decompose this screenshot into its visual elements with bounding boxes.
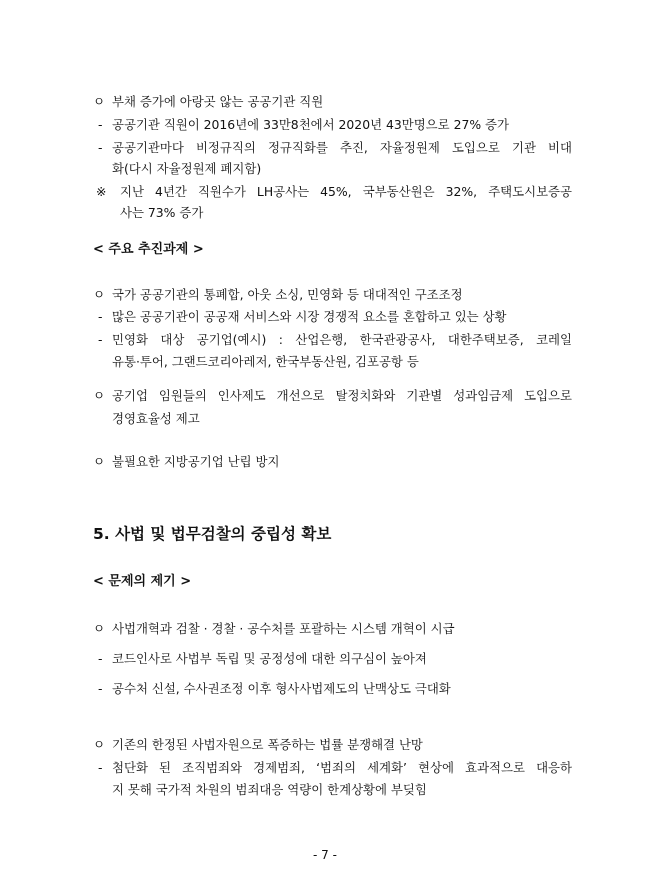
dash-item [0, 756, 650, 780]
section-heading [0, 238, 650, 262]
dash-text: 공수처 신설, 수사권조정 이후 형사사법제도의 난맥상도 극대화 [112, 681, 451, 696]
dash-text-continued: 지 못해 국가적 차원의 범죄대응 역량이 한계상황에 부딪힘 [112, 782, 427, 797]
dash-text: 민영화 대상 공기업(예시) : 산업은행, 한국관광공사, 대한주택보증, 코레일 [112, 332, 572, 347]
bullet-text: 부채 증가에 아랑곳 않는 공공기관 직원 [112, 94, 324, 109]
bullet-circle: ㅇ [93, 94, 105, 109]
dash-text: 코드인사로 사법부 독립 및 공정성에 대한 의구심이 높아져 [112, 651, 427, 666]
bullet-text-continued: 경영효율성 제고 [112, 411, 200, 426]
dash-item [0, 113, 650, 137]
bullet-item-continuation [0, 407, 650, 431]
chapter-title: 5. 사법 및 법무검찰의 중립성 확보 [93, 525, 332, 543]
dash-item-continuation [0, 157, 650, 181]
dash-item [0, 305, 650, 329]
note-item-continuation [0, 201, 650, 225]
tasks-heading: < 주요 추진과제 > [93, 242, 204, 257]
bullet-item [0, 733, 650, 757]
dash-item [0, 647, 650, 671]
bullet-circle: ㅇ [93, 388, 105, 403]
dash-text-continued: 유통·투어, 그랜드코리아레저, 한국부동산원, 김포공항 등 [112, 354, 419, 369]
bullet-circle: ㅇ [93, 737, 105, 752]
bullet-text: 사법개혁과 검찰 · 경찰 · 공수처를 포괄하는 시스템 개혁이 시급 [112, 621, 455, 636]
bullet-item [0, 384, 650, 408]
note-text-continued: 사는 73% 증가 [120, 205, 204, 220]
dash-item [0, 328, 650, 352]
bullet-dash: - [98, 681, 103, 696]
dash-text: 많은 공공기관이 공공재 서비스와 시장 경쟁적 요소를 혼합하고 있는 상황 [112, 309, 507, 324]
dash-item-continuation [0, 350, 650, 374]
bullet-dash: - [98, 140, 103, 155]
chapter-title-row [0, 520, 650, 548]
note-text: 지난 4년간 직원수가 LH공사는 45%, 국부동산원은 32%, 주택도시보증공 [120, 184, 572, 199]
bullet-text: 국가 공공기관의 통폐합, 아웃 소싱, 민영화 등 대대적인 구조조정 [112, 287, 463, 302]
dash-text: 공공기관마다 비정규직의 정규직화를 추진, 자율정원제 도입으로 기관 비대 [112, 140, 572, 155]
bullet-text: 불필요한 지방공기업 난립 방지 [112, 454, 280, 469]
bullet-dash: - [98, 760, 103, 775]
bullet-dash: - [98, 651, 103, 666]
dash-item [0, 677, 650, 701]
bullet-dash: - [98, 117, 103, 132]
bullet-dash: - [98, 332, 103, 347]
dash-text: 첨단화 된 조직범죄와 경제범죄, ‘범죄의 세계화’ 현상에 효과적으로 대응하 [112, 760, 572, 775]
problem-heading: < 문제의 제기 > [93, 574, 192, 589]
bullet-circle: ㅇ [93, 621, 105, 636]
bullet-text: 공기업 임원들의 인사제도 개선으로 탈정치화와 기관별 성과임금제 도입으로 [112, 388, 572, 403]
bullet-item [0, 617, 650, 641]
bullet-circle: ㅇ [93, 287, 105, 302]
section-heading [0, 570, 650, 594]
dash-text-continued: 화(다시 자율정원제 폐지함) [112, 161, 262, 176]
bullet-item [0, 90, 650, 114]
bullet-item [0, 450, 650, 474]
bullet-dash: - [98, 309, 103, 324]
page-number: - 7 - [313, 848, 337, 862]
dash-item-continuation [0, 778, 650, 802]
bullet-text: 기존의 한정된 사법자원으로 폭증하는 법률 분쟁해결 난망 [112, 737, 423, 752]
bullet-circle: ㅇ [93, 454, 105, 469]
dash-text: 공공기관 직원이 2016년에 33만8천에서 2020년 43만명으로 27% 증가 [112, 117, 509, 132]
note-mark: ※ [96, 184, 107, 199]
bullet-item [0, 283, 650, 307]
